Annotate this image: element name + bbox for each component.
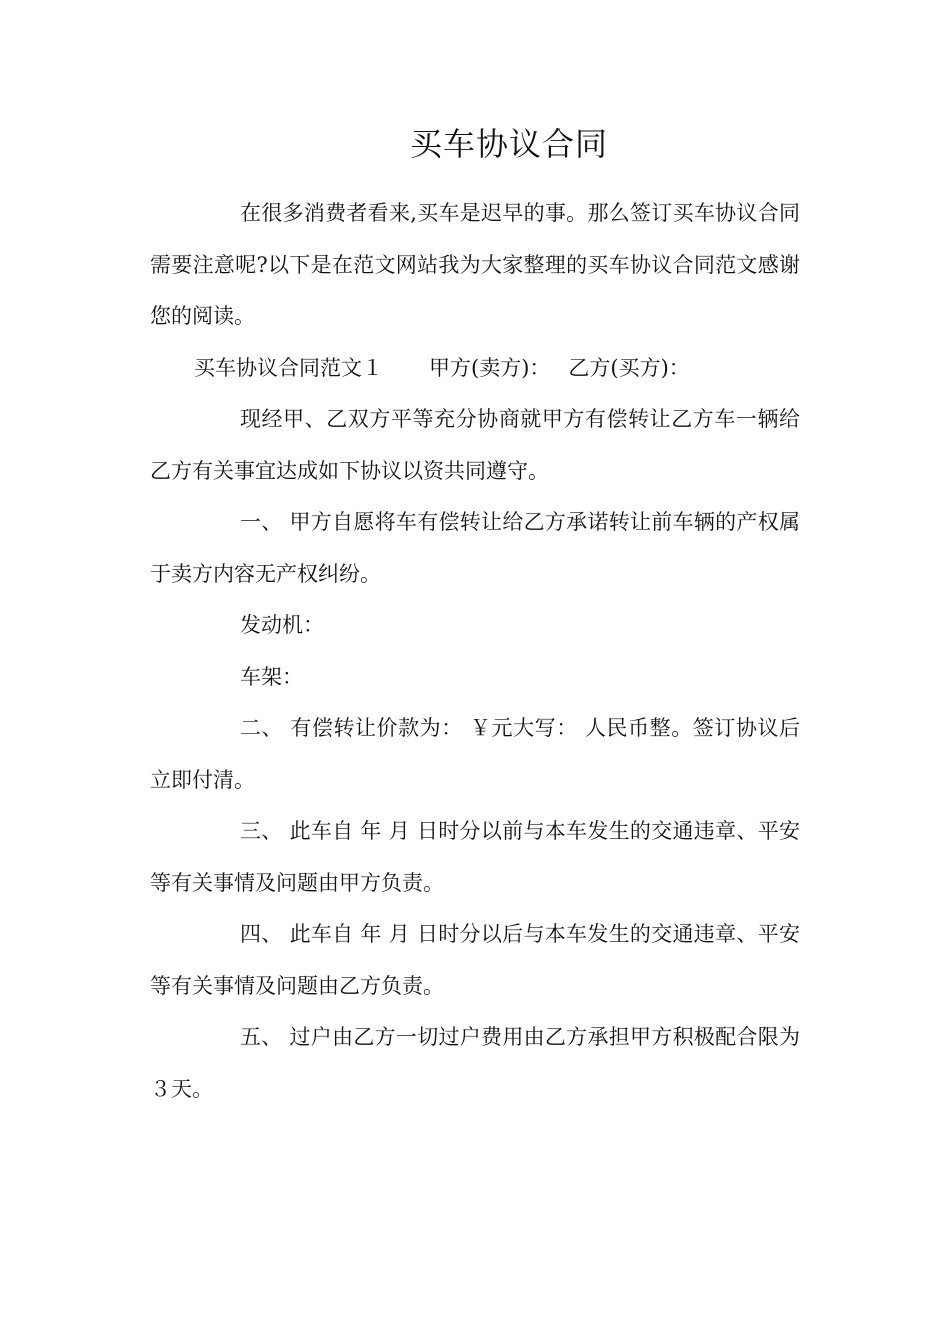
intro-paragraph: 在很多消费者看来,买车是迟早的事。那么签订买车协议合同需要注意呢?以下是在范文网站我为大家整理的买车协议合同范文感谢您的阅读。: [150, 201, 800, 328]
sample-heading-line: [150, 343, 800, 395]
preamble-paragraph: 现经甲、乙双方平等充分协商就甲方有偿转让乙方车一辆给乙方有关事宜达成如下协议以资共同遵守。: [150, 407, 800, 483]
document-body: [150, 188, 800, 1115]
clause-2: 二、 有偿转让价款为： ￥元大写： 人民币整。签订协议后立即付清。: [150, 716, 800, 792]
party-b-label: 乙方(买方)：: [568, 355, 690, 380]
party-a-label: 甲方(卖方)：: [429, 355, 551, 380]
clause-4: 四、 此车自 年 月 日时分以后与本车发生的交通违章、平安等有关事情及问题由乙方负责。: [150, 922, 800, 998]
clause-5: 五、 过户由乙方一切过户费用由乙方承担甲方积极配合限为３天。: [150, 1025, 800, 1101]
chassis-field: 车架：: [240, 664, 303, 689]
sample-heading: 买车协议合同范文１: [194, 355, 383, 380]
document-title: 买车协议合同: [409, 125, 608, 163]
clause-1: 一、 甲方自愿将车有偿转让给乙方承诺转让前车辆的产权属于卖方内容无产权纠纷。: [150, 510, 800, 586]
clause-3: 三、 此车自 年 月 日时分以前与本车发生的交通违章、平安等有关事情及问题由甲方负责。: [150, 819, 800, 895]
engine-field: 发动机：: [240, 613, 324, 637]
